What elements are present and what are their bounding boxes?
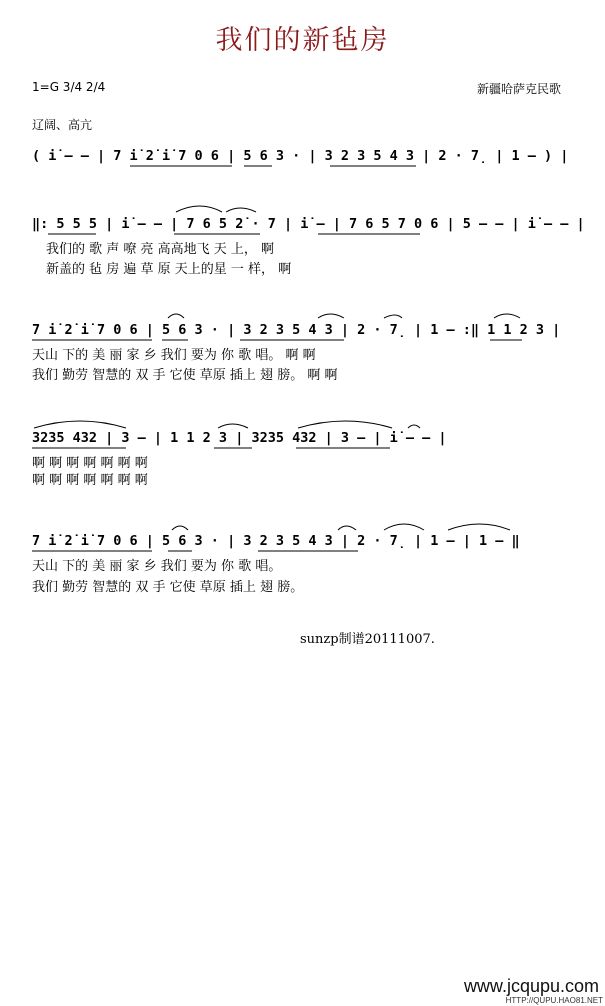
system-2-lyrics-verse-2: 我们 勤劳 智慧的 双 手 它使 草原 插上 翅 膀。 啊 啊: [32, 368, 338, 383]
system-4-notes: 7 i̇ 2̇ i̇ 7 0 6 | 5 6 3 · | 3 2 3 5 4 3 | 2 · 7̣ | 1 – | 1 – ‖: [32, 533, 520, 549]
page-title: 我们的新毡房: [215, 25, 390, 56]
intro-notes: ( i̇ – – | 7 i̇ 2̇ i̇ 7 0 6 | 5 6 3 · | 3 2 3 5 4 3 | 2 · 7̣ | 1 – ) |: [32, 148, 569, 164]
system-1-lyrics-verse-2: 新盖的 毡 房 遍 草 原 天上的星 一 样， 啊: [46, 262, 292, 277]
system-1-notes: ‖: 5 5 5 | i̇ – – | 7 6 5 2̇ · 7 | i̇ – | 7 6 5 7 0 6 | 5 – – | i̇ – – |: [32, 216, 585, 232]
song-source: 新疆哈萨克民歌: [476, 82, 561, 96]
system-4-lyrics-verse-1: 天山 下的 美 丽 家 乡 我们 要为 你 歌 唱。: [32, 559, 282, 574]
system-3-lyrics-verse-1: 啊 啊 啊 啊 啊 啊 啊: [32, 456, 148, 471]
key-signature: 1=G 3/4 2/4: [32, 80, 106, 94]
site-watermark: www.jcqupu.com: [463, 976, 599, 996]
system-2-notes: 7 i̇ 2̇ i̇ 7 0 6 | 5 6 3 · | 3 2 3 5 4 3 | 2 · 7̣ | 1 – :‖ 1 1 2 3 |: [32, 322, 561, 338]
site-watermark-sub: HTTP://QUPU.HAO81.NET: [505, 996, 603, 1005]
system-3-notes: 3235 432 | 3 – | 1 1 2 3 | 3235 432 | 3 – | i̇ – – |: [32, 430, 447, 446]
tempo-marking: 辽阔、高亢: [32, 118, 93, 132]
system-4-lyrics-verse-2: 我们 勤劳 智慧的 双 手 它使 草原 插上 翅 膀。: [32, 580, 304, 595]
system-2-lyrics-verse-1: 天山 下的 美 丽 家 乡 我们 要为 你 歌 唱。 啊 啊: [32, 348, 316, 363]
system-1-lyrics-verse-1: 我们的 歌 声 嘹 亮 高高地飞 天 上， 啊: [46, 242, 275, 257]
transcriber-credit: sunzp制谱20111007.: [300, 632, 435, 647]
system-3-lyrics-verse-2: 啊 啊 啊 啊 啊 啊 啊: [32, 473, 148, 488]
